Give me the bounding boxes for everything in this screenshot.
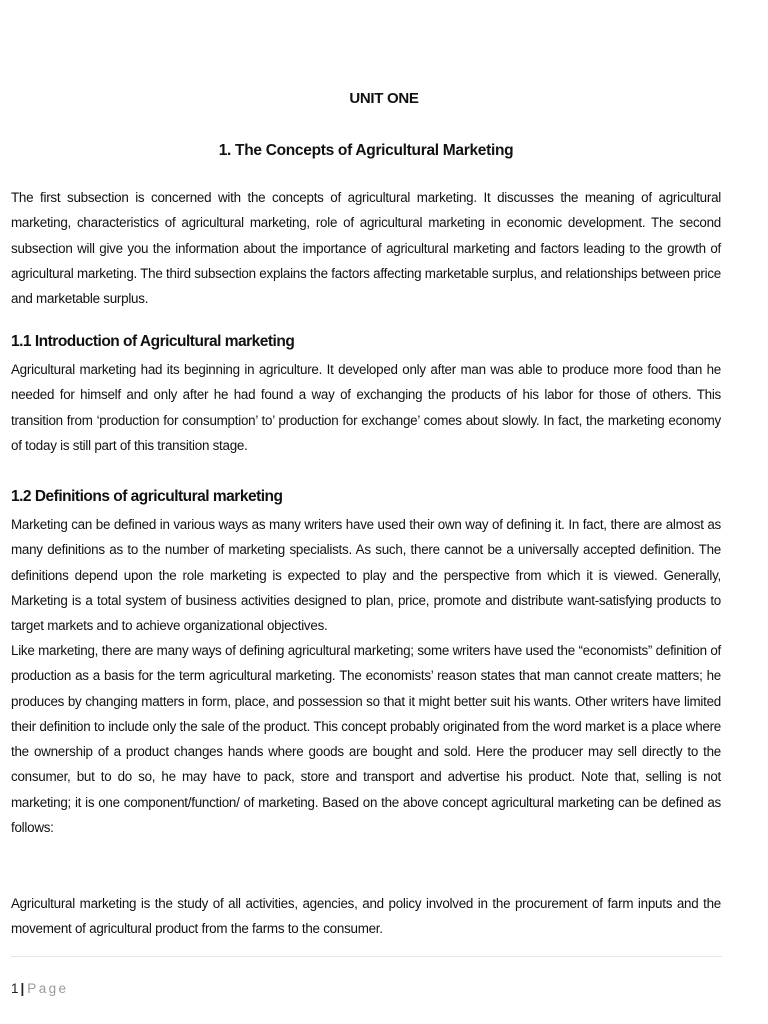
footer-separator: | <box>20 981 25 996</box>
page-label: Page <box>27 981 69 996</box>
section-1-2-paragraph-2: Like marketing, there are many ways of defining agricultural marketing; some writers have used the “economists” definition of production as a basis for the term agricultural marketing. The economists’ reason states that man cannot create matters; he produces by changing matters in form, place, and possession so that it might better suit his wants. Other writers have limited their definition to include only the sale of the product. This concept probably originated from the word market is a place where the ownership of a product changes hands where goods are bought and sold. Here the producer may sell directly to the consumer, but to do so, he may have to pack, store and transport and advertise his product. Note that, selling is not marketing; it is one component/function/ of marketing. Based on the above concept agricultural marketing can be defined as follows: <box>11 643 721 836</box>
definition-paragraph: Agricultural marketing is the study of all activities, agencies, and policy involved in the procurement of farm inputs and the movement of agricultural product from the farms to the consumer. <box>11 896 721 937</box>
section-heading-1-2: 1.2 Definitions of agricultural marketing <box>11 488 283 505</box>
chapter-title: 1. The Concepts of Agricultural Marketing <box>218 142 514 159</box>
unit-title: UNIT ONE <box>349 90 419 107</box>
section-1-1-paragraph: Agricultural marketing had its beginning in agriculture. It developed only after man was able to produce more food than he needed for himself and only after he had found a way of exchanging the products of his labor for those of others. This transition from ‘production for consumption’ to’ production for exchange’ comes about slowly. In fact, the marketing economy of today is still part of this transition stage. <box>11 362 721 453</box>
footer-divider <box>11 956 722 957</box>
intro-paragraph: The first subsection is concerned with the concepts of agricultural marketing. It discusses the meaning of agricultural marketing, characteristics of agricultural marketing, role of agricultural marketing in economic development. The second subsection will give you the information about the importance of agricultural marketing and factors leading to the growth of agricultural marketing. The third subsection explains the factors affecting marketable surplus, and relationships between price and marketable surplus. <box>11 190 721 307</box>
page-number: 1 <box>11 981 19 996</box>
section-1-2-paragraph-1: Marketing can be defined in various ways as many writers have used their own way of defining it. In fact, there are almost as many definitions as to the number of marketing specialists. As such, there cannot be a universally accepted definition. The definitions depend upon the role marketing is expected to play and the perspective from which it is viewed. Generally, Marketing is a total system of business activities designed to plan, price, promote and distribute want-satisfying products to target markets and to achieve organizational objectives. <box>11 517 721 634</box>
section-heading-1-1: 1.1 Introduction of Agricultural marketing <box>11 333 295 350</box>
page-footer <box>11 981 68 996</box>
